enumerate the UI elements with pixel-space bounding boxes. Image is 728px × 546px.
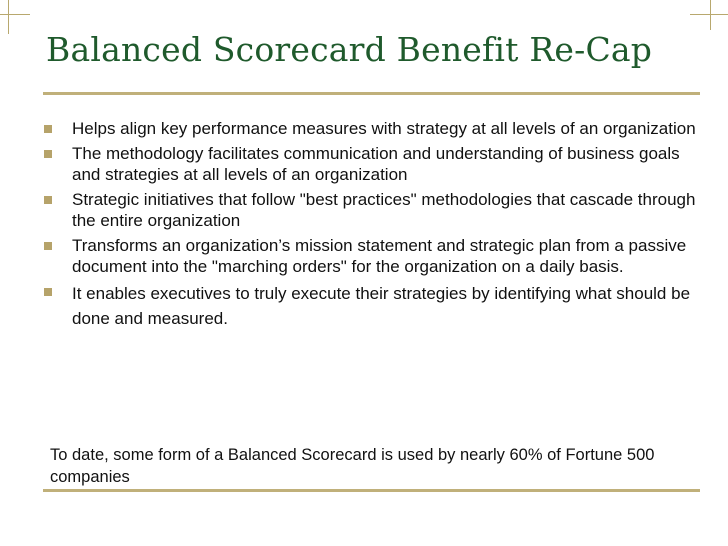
square-bullet-icon [44, 288, 52, 296]
bullet-item [44, 143, 704, 185]
square-bullet-icon [44, 125, 52, 133]
corner-decoration-top-left-vertical [8, 0, 9, 34]
square-bullet-icon [44, 150, 52, 158]
bullet-text: Transforms an organization’s mission statement and strategic plan from a passive document into the "marching orders" for the organization on a daily basis. [72, 236, 687, 276]
corner-decoration-top-right-vertical [710, 0, 711, 30]
bullet-list [44, 118, 704, 335]
slide-title: Balanced Scorecard Benefit Re-Cap [46, 30, 653, 69]
corner-decoration-top-left-horizontal [0, 14, 30, 15]
square-bullet-icon [44, 196, 52, 204]
bullet-item [44, 281, 704, 331]
corner-decoration-top-right-horizontal [690, 14, 728, 15]
bullet-text: The methodology facilitates communication and understanding of business goals and strategies at all levels of an organization [72, 144, 680, 184]
footnote: To date, some form of a Balanced Scorecard is used by nearly 60% of Fortune 500 companies [50, 446, 655, 486]
bullet-text: Helps align key performance measures with strategy at all levels of an organization [72, 119, 696, 138]
bullet-text: It enables executives to truly execute their strategies by identifying what should be done and measured. [72, 284, 691, 328]
bullet-text: Strategic initiatives that follow "best practices" methodologies that cascade through the entire organization [72, 190, 696, 230]
bottom-divider [43, 489, 700, 492]
bullet-item [44, 118, 704, 139]
square-bullet-icon [44, 242, 52, 250]
title-divider [43, 92, 700, 95]
bullet-item [44, 189, 704, 231]
bullet-item [44, 235, 704, 277]
